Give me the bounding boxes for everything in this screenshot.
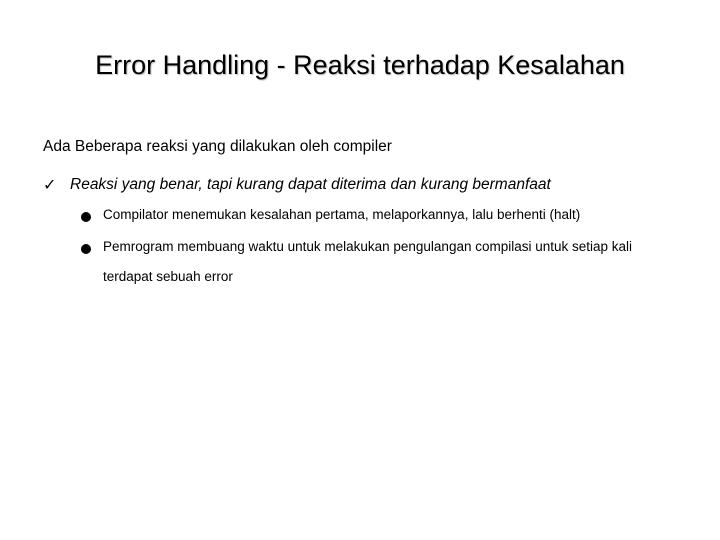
bullet-dot-icon [81, 244, 91, 254]
bullet-item [81, 240, 673, 292]
slide-title: Error Handling - Reaksi terhadap Kesalahan [95, 50, 625, 80]
bullet-dot-icon [81, 212, 91, 222]
checkmark-icon: ✓ [43, 177, 57, 194]
bullet-text: Pemrogram membuang waktu untuk melakukan pengulangan compilasi untuk setiap kali terdapat sebuah error [103, 239, 633, 284]
bullet-item [81, 208, 673, 230]
check-item-text: Reaksi yang benar, tapi kurang dapat diterima dan kurang bermanfaat [70, 176, 551, 193]
bullet-text: Compilator menemukan kesalahan pertama, melaporkannya, lalu berhenti (halt) [103, 207, 581, 222]
check-list-item [43, 175, 551, 195]
intro-text: Ada Beberapa reaksi yang dilakukan oleh compiler [43, 138, 392, 155]
